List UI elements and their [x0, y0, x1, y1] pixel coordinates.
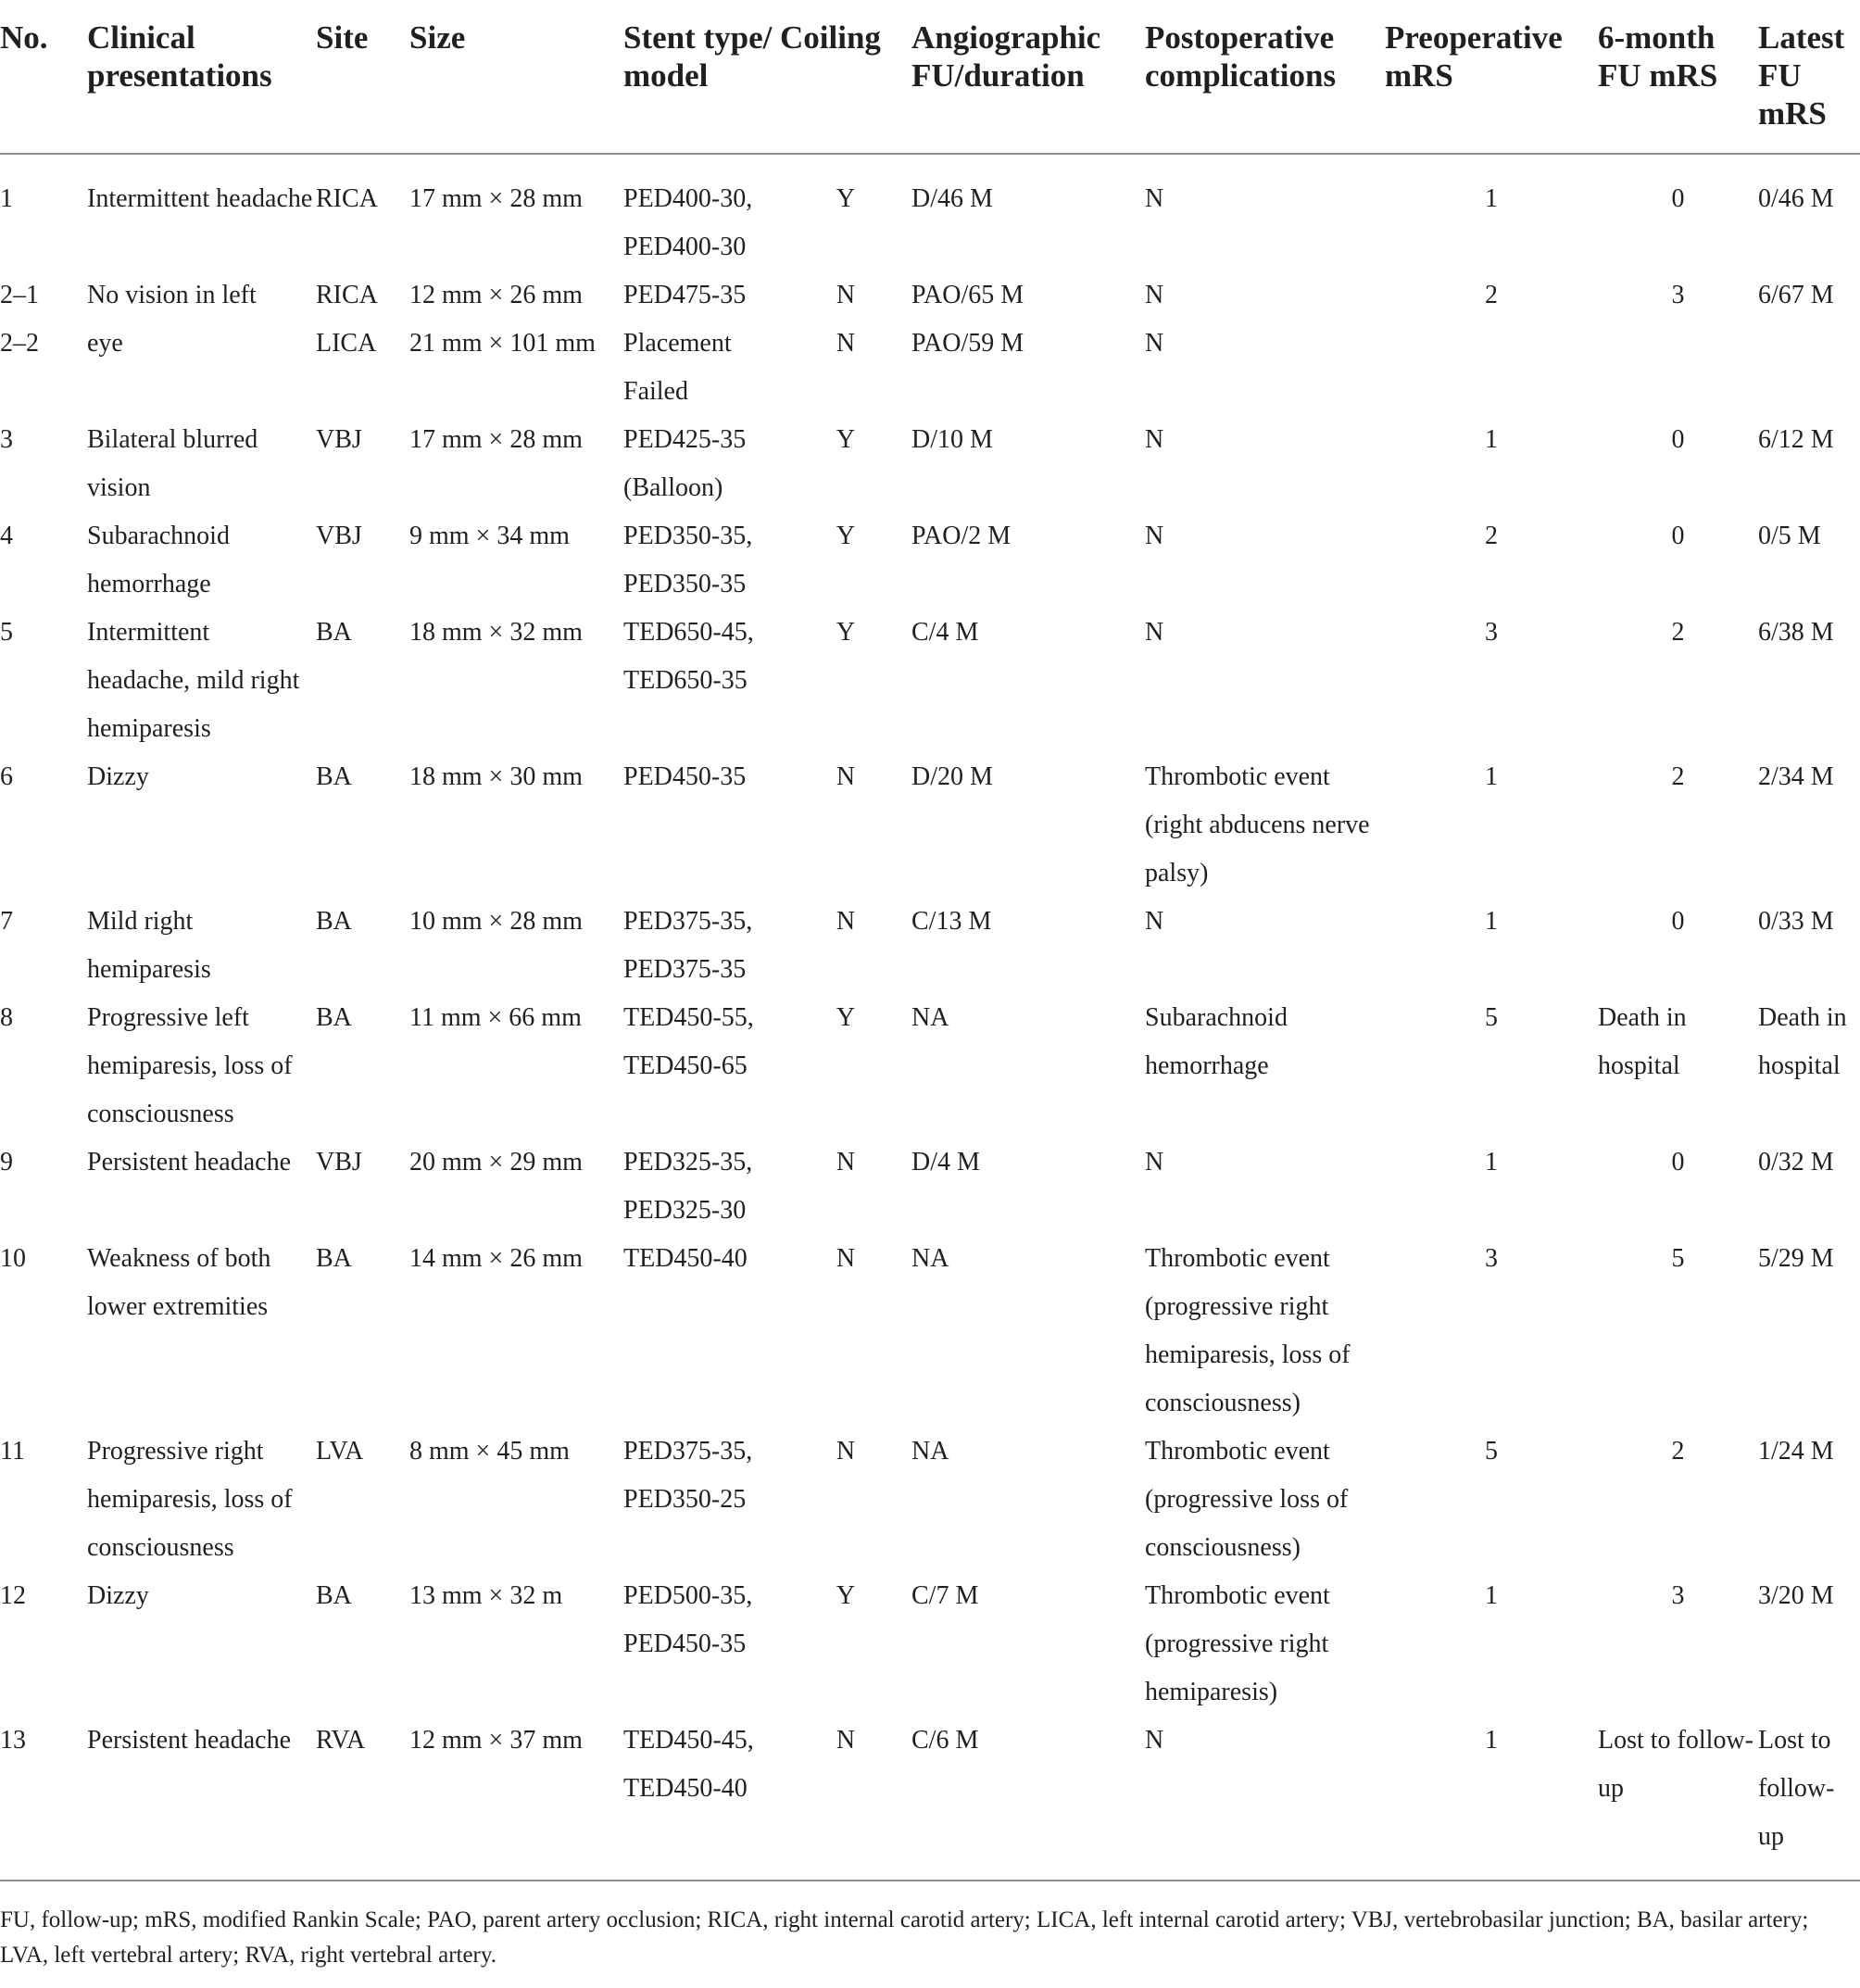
cell-preoperative-mrs: 1 — [1485, 1148, 1498, 1176]
cell-size: 17 mm × 28 mm — [409, 184, 583, 213]
cell-site: VBJ — [316, 425, 362, 454]
cell-coiling: N — [836, 329, 856, 358]
cell-coiling: Y — [836, 522, 856, 550]
cell-latest-fu-mrs: Death in hospital — [1758, 1003, 1847, 1080]
cell-postoperative-complication: Thrombotic event (progressive right hemiparesis) — [1145, 1581, 1330, 1706]
cell-angiographic-fu: C/4 M — [911, 618, 979, 647]
cell-postoperative-complication: N — [1145, 425, 1164, 454]
cell-angiographic-fu: C/6 M — [911, 1717, 1145, 1881]
cell-clinical-presentation: eye — [87, 329, 123, 358]
cell-stent-model: PED425-35 (Balloon) — [623, 425, 747, 502]
cell-preoperative-mrs: 1 — [1485, 184, 1498, 213]
cell-6-month-fu-mrs: 3 — [1671, 1581, 1685, 1610]
cell-stent-model: PED375-35, PED350-25 — [623, 1437, 753, 1514]
cell-preoperative-mrs: 2 — [1485, 522, 1498, 550]
cell-stent-model: PED375-35, PED375-35 — [623, 907, 753, 984]
cell-6-month-fu-mrs — [1598, 320, 1758, 416]
cell-preoperative-mrs: 2 — [1485, 281, 1498, 309]
table-row — [0, 320, 1860, 416]
cell-angiographic-fu: D/46 M — [911, 184, 993, 213]
cell-postoperative-complication: Thrombotic event (right abducens nerve palsy) — [1145, 762, 1370, 887]
cell-preoperative-mrs: 1 — [1485, 907, 1498, 936]
cell-no: 9 — [0, 1148, 13, 1176]
cell-no: 1 — [0, 184, 13, 213]
cell-6-month-fu-mrs: 2 — [1671, 1437, 1685, 1466]
cell-angiographic-fu: PAO/59 M — [911, 329, 1024, 358]
cell-no: 11 — [0, 1437, 25, 1466]
cell-site: BA — [316, 1581, 352, 1610]
table-footnote: FU, follow-up; mRS, modified Rankin Scale; PAO, parent artery occlusion; RICA, right internal carotid artery; LICA, left internal carotid artery; VBJ, vertebrobasilar junction; BA, basilar artery; LVA, left vertebral artery; RVA, right vertebral artery. — [0, 1907, 1809, 1968]
cell-stent-model: PED500-35, PED450-35 — [623, 1581, 753, 1658]
table-row — [0, 898, 1860, 994]
cell-stent-model: TED450-45, TED450-40 — [623, 1717, 780, 1881]
cell-stent-model: PED350-35, PED350-35 — [623, 522, 753, 598]
cell-coiling: N — [836, 762, 856, 791]
table-row — [0, 1235, 1860, 1428]
cell-stent-model: TED450-55, TED450-65 — [623, 1003, 754, 1080]
cell-size: 9 mm × 34 mm — [409, 522, 570, 550]
cell-latest-fu-mrs: 0/33 M — [1758, 907, 1834, 936]
cell-no: 5 — [0, 618, 13, 647]
header-postoperative-complications: Postoperative complications — [1145, 0, 1385, 154]
cell-no: 6 — [0, 762, 13, 791]
cell-site: RICA — [316, 184, 378, 213]
cell-6-month-fu-mrs: 0 — [1671, 522, 1685, 550]
cell-latest-fu-mrs: 0/32 M — [1758, 1148, 1834, 1176]
table-row — [0, 1717, 1860, 1881]
cell-6-month-fu-mrs: 0 — [1671, 907, 1685, 936]
cell-no: 7 — [0, 907, 13, 936]
cell-no: 4 — [0, 522, 13, 550]
cell-coiling: N — [836, 281, 856, 309]
cell-size: 14 mm × 26 mm — [409, 1244, 583, 1273]
cell-coiling: N — [836, 907, 856, 936]
cell-size: 18 mm × 30 mm — [409, 762, 583, 791]
cell-site: BA — [316, 1244, 352, 1273]
cell-site: LICA — [316, 329, 377, 358]
cell-size: 21 mm × 101 mm — [409, 329, 596, 358]
cell-latest-fu-mrs: 6/38 M — [1758, 618, 1834, 647]
cell-clinical-presentation: Intermittent headache — [87, 184, 313, 213]
cell-size: 17 mm × 28 mm — [409, 425, 583, 454]
cell-postoperative-complication: N — [1145, 1148, 1164, 1176]
cell-no: 2–1 — [0, 281, 39, 309]
header-6-month-fu-mrs: 6-month FU mRS — [1598, 0, 1758, 154]
cell-6-month-fu-mrs: 0 — [1671, 425, 1685, 454]
cell-size: 20 mm × 29 mm — [409, 1148, 583, 1176]
cell-stent-model: TED650-45, TED650-35 — [623, 618, 754, 695]
cell-stent-model: PED400-30, PED400-30 — [623, 184, 753, 261]
cell-angiographic-fu: NA — [911, 1244, 949, 1273]
cell-clinical-presentation: Dizzy — [87, 1581, 149, 1610]
cell-site: VBJ — [316, 1148, 362, 1176]
cell-postoperative-complication: Thrombotic event (progressive right hemiparesis, loss of consciousness) — [1145, 1244, 1351, 1417]
cell-angiographic-fu: NA — [911, 1437, 949, 1466]
cell-latest-fu-mrs: 6/67 M — [1758, 281, 1834, 309]
cell-site: BA — [316, 618, 352, 647]
cell-size: 18 mm × 32 mm — [409, 618, 583, 647]
cell-latest-fu-mrs: Lost to follow-up — [1758, 1717, 1860, 1881]
cell-site: RICA — [316, 281, 378, 309]
cell-6-month-fu-mrs: 2 — [1671, 618, 1685, 647]
cell-clinical-presentation: Dizzy — [87, 762, 149, 791]
cell-size: 12 mm × 26 mm — [409, 281, 583, 309]
cell-coiling: N — [836, 1437, 856, 1466]
cell-postoperative-complication: N — [1145, 522, 1164, 550]
cell-preoperative-mrs: 1 — [1485, 425, 1498, 454]
table-row — [0, 1572, 1860, 1717]
cell-preoperative-mrs: 5 — [1485, 1003, 1498, 1032]
cell-postoperative-complication: N — [1145, 281, 1164, 309]
cell-6-month-fu-mrs: 3 — [1671, 281, 1685, 309]
cell-coiling: Y — [836, 618, 856, 647]
cell-preoperative-mrs — [1385, 320, 1598, 416]
cell-no: 13 — [0, 1717, 87, 1881]
table-row — [0, 512, 1860, 609]
cell-no: 8 — [0, 1003, 13, 1032]
header-no: No. — [0, 0, 87, 154]
cell-angiographic-fu: D/10 M — [911, 425, 993, 454]
table-header — [0, 0, 1860, 154]
cell-site: RVA — [316, 1717, 409, 1881]
cell-clinical-presentation: No vision in left — [87, 281, 257, 309]
header-size: Size — [409, 0, 623, 154]
cell-preoperative-mrs: 3 — [1485, 618, 1498, 647]
cell-stent-model: PED450-35 — [623, 762, 747, 791]
cell-clinical-presentation: Persistent headache — [87, 1717, 316, 1881]
cell-latest-fu-mrs — [1758, 320, 1860, 416]
cell-latest-fu-mrs: 6/12 M — [1758, 425, 1834, 454]
cell-stent-model: PED325-35, PED325-30 — [623, 1148, 753, 1225]
cell-preoperative-mrs: 1 — [1485, 1581, 1498, 1610]
cell-postoperative-complication: Thrombotic event (progressive loss of consciousness) — [1145, 1437, 1349, 1562]
table-row — [0, 753, 1860, 898]
table-row — [0, 271, 1860, 320]
table-row — [0, 1428, 1860, 1572]
cell-coiling: N — [836, 1148, 856, 1176]
header-angiographic-fu: Angiographic FU/duration — [911, 0, 1145, 154]
table-row — [0, 416, 1860, 512]
cell-postoperative-complication: N — [1145, 618, 1164, 647]
cell-angiographic-fu: C/13 M — [911, 907, 992, 936]
cell-size: 11 mm × 66 mm — [409, 1003, 582, 1032]
cell-angiographic-fu: NA — [911, 1003, 949, 1032]
table-row — [0, 609, 1860, 753]
table-body — [0, 154, 1860, 1881]
cell-stent-model: TED450-40 — [623, 1244, 748, 1273]
cell-clinical-presentation: Subarachnoid hemorrhage — [87, 522, 230, 598]
header-coiling: Coiling — [780, 0, 911, 154]
cell-6-month-fu-mrs: 2 — [1671, 762, 1685, 791]
cell-angiographic-fu: D/20 M — [911, 762, 993, 791]
header-latest-fu-mrs: Latest FU mRS — [1758, 0, 1860, 154]
cell-postoperative-complication: N — [1145, 184, 1164, 213]
cell-no: 12 — [0, 1581, 26, 1610]
cell-6-month-fu-mrs: 0 — [1671, 184, 1685, 213]
header-clinical-presentations: Clinical presentations — [87, 0, 316, 154]
cell-coiling: N — [780, 1717, 911, 1881]
cell-site: VBJ — [316, 522, 362, 550]
cell-coiling: Y — [836, 1581, 856, 1610]
cell-postoperative-complication: N — [1145, 329, 1164, 358]
cell-site: BA — [316, 907, 352, 936]
table-row — [0, 994, 1860, 1139]
cell-angiographic-fu: C/7 M — [911, 1581, 979, 1610]
cell-stent-model: PED475-35 — [623, 281, 747, 309]
cell-6-month-fu-mrs: 5 — [1671, 1244, 1685, 1273]
cell-clinical-presentation: Persistent headache — [87, 1148, 292, 1176]
cell-angiographic-fu: PAO/2 M — [911, 522, 1012, 550]
cell-site: BA — [316, 1003, 352, 1032]
cell-no: 10 — [0, 1244, 26, 1273]
cell-size: 10 mm × 28 mm — [409, 907, 583, 936]
header-stent-type: Stent type/ model — [623, 0, 780, 154]
cell-coiling: N — [836, 1244, 856, 1273]
cell-latest-fu-mrs: 1/24 M — [1758, 1437, 1834, 1466]
header-site: Site — [316, 0, 409, 154]
cell-latest-fu-mrs: 3/20 M — [1758, 1581, 1834, 1610]
cell-coiling: Y — [836, 1003, 856, 1032]
table-row — [0, 1139, 1860, 1235]
cell-clinical-presentation: Intermittent headache, mild right hemiparesis — [87, 618, 300, 743]
cell-6-month-fu-mrs: Lost to follow-up — [1598, 1717, 1758, 1881]
cell-angiographic-fu: PAO/65 M — [911, 281, 1024, 309]
cell-size: 8 mm × 45 mm — [409, 1437, 570, 1466]
cell-stent-model: Placement Failed — [623, 329, 732, 406]
cell-preoperative-mrs: 3 — [1485, 1244, 1498, 1273]
cell-latest-fu-mrs: 0/46 M — [1758, 184, 1834, 213]
cell-clinical-presentation: Progressive left hemiparesis, loss of consciousness — [87, 1003, 293, 1128]
cell-coiling: Y — [836, 425, 856, 454]
cell-preoperative-mrs: 1 — [1485, 762, 1498, 791]
cell-preoperative-mrs: 1 — [1385, 1717, 1598, 1881]
cell-size: 13 mm × 32 m — [409, 1581, 563, 1610]
cell-no: 3 — [0, 425, 13, 454]
cell-size: 12 mm × 37 mm — [409, 1717, 623, 1881]
cell-postoperative-complication: N — [1145, 1717, 1385, 1881]
cell-clinical-presentation: Mild right hemiparesis — [87, 907, 211, 984]
cell-latest-fu-mrs: 2/34 M — [1758, 762, 1834, 791]
cell-coiling: Y — [836, 184, 856, 213]
cell-latest-fu-mrs: 0/5 M — [1758, 522, 1821, 550]
header-row — [0, 0, 1860, 154]
cell-site: LVA — [316, 1437, 364, 1466]
cell-clinical-presentation: Progressive right hemiparesis, loss of consciousness — [87, 1437, 293, 1562]
cell-latest-fu-mrs: 5/29 M — [1758, 1244, 1834, 1273]
cell-6-month-fu-mrs: Death in hospital — [1598, 1003, 1687, 1080]
cell-postoperative-complication: N — [1145, 907, 1164, 936]
cell-no: 2–2 — [0, 329, 39, 358]
cell-postoperative-complication: Subarachnoid hemorrhage — [1145, 1003, 1288, 1080]
cell-site: BA — [316, 762, 352, 791]
cell-clinical-presentation: Bilateral blurred vision — [87, 425, 258, 502]
header-preoperative-mrs: Preoperative mRS — [1385, 0, 1598, 154]
cell-6-month-fu-mrs: 0 — [1671, 1148, 1685, 1176]
table-row — [0, 154, 1860, 271]
cell-preoperative-mrs: 5 — [1485, 1437, 1498, 1466]
cell-clinical-presentation: Weakness of both lower extremities — [87, 1244, 271, 1321]
cell-angiographic-fu: D/4 M — [911, 1148, 980, 1176]
